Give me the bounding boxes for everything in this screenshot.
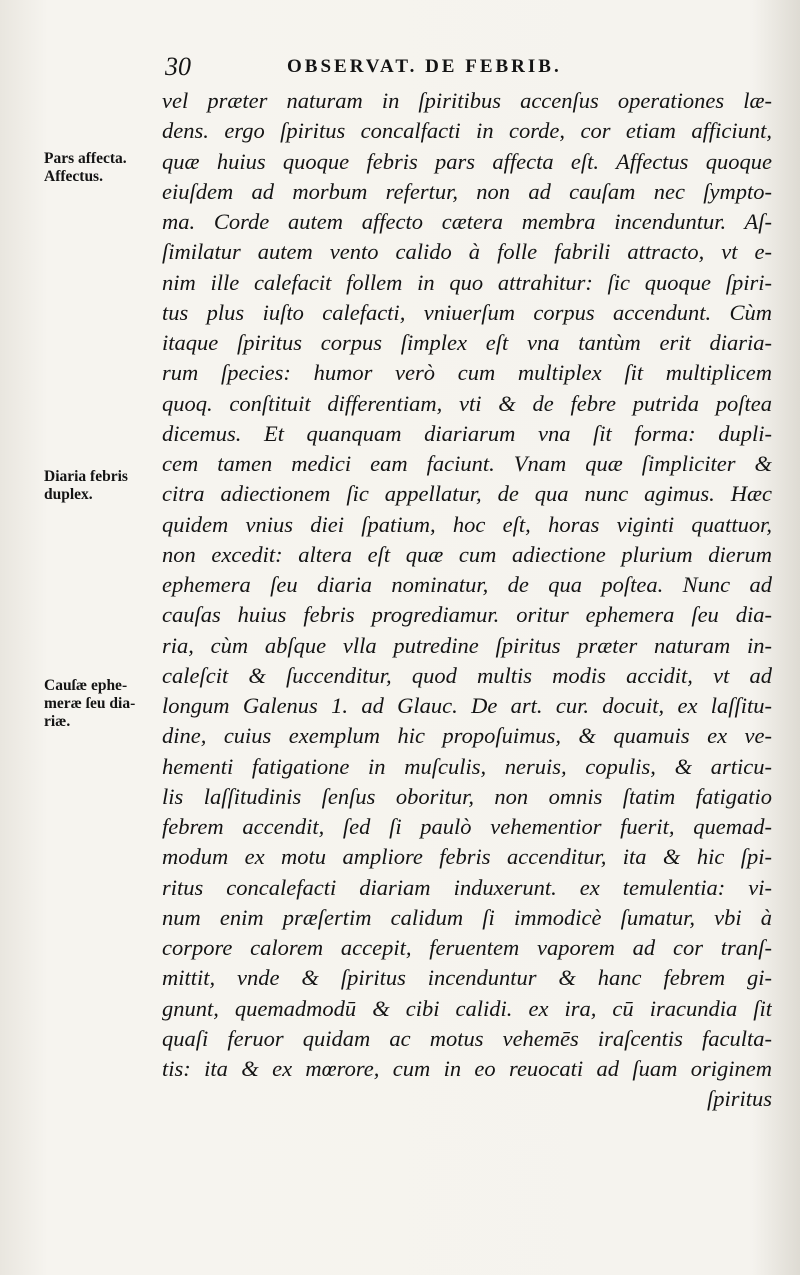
text-line: corpore calorem accepit, feruentem vaporem ad cor tranſ- [162,935,772,960]
text-line: modum ex motu ampliore febris accenditur, ita & hic ſpi- [162,844,772,870]
marginal-note-line: Affectus. [44,168,103,185]
running-title: OBSERVAT. DE FEBRIB. [287,56,562,77]
text-line: dine, cuius exemplum hic propoſuimus, & quamuis ex ve- [162,723,772,749]
page-header [165,52,725,86]
marginal-note-line: riæ. [44,713,71,730]
marginal-note-line: duplex. [44,486,93,503]
text-line: cem tamen medici eam faciunt. Vnam quæ ſimpliciter & [162,451,772,476]
text-line: mittit, vnde & ſpiritus incenduntur & hanc febrem gi- [162,965,772,991]
text-line: ria, cùm abſque vlla putredine ſpiritus præter naturam in- [162,632,772,658]
text-line: cauſas huius febris progrediamur. oritur ephemera ſeu dia- [162,602,772,628]
text-line: num enim præſertim calidum ſi immodicè ſumatur, vbi à [162,904,772,930]
marginal-note-line: Pars affecta. [44,150,127,167]
text-line: longum Galenus 1. ad Glauc. De art. cur. docuit, ex laſſitu- [162,693,772,718]
text-line: ſimilatur autem vento calido à folle fabrili attracto, vt e- [162,239,772,265]
text-line: citra adiectionem ſic appellatur, de qua nunc agimus. Hæc [162,481,772,507]
marginal-note-diaria-febris [44,468,156,504]
text-line: tis: ita & ex mœrore, cum in eo reuocati ad ſuam originem [162,1056,772,1081]
marginal-note-line: meræ ſeu dia- [44,695,136,712]
text-line: gnunt, quemadmodū & cibi calidi. ex ira, cū iracundia ſit [162,995,772,1021]
marginal-note-pars-affecta [44,150,156,186]
text-line: itaque ſpiritus corpus ſimplex eſt vna tantùm erit diaria- [162,330,772,355]
text-line: ritus concalefacti diariam induxerunt. ex temulentia: vi- [162,874,772,900]
text-line: lis laſſitudinis ſenſus oboritur, non omnis ſtatim fatigatio [162,783,772,809]
marginal-note-line: Cauſæ ephe- [44,677,128,694]
main-text-block [162,86,772,1115]
text-line: vel præter naturam in ſpiritibus accenſus operationes læ- [162,88,772,113]
text-line: eiuſdem ad morbum refertur, non ad cauſam nec ſympto- [162,178,772,204]
text-line: dicemus. Et quanquam diariarum vna ſit forma: dupli- [162,420,772,446]
catchword: ſpiritus [706,1086,772,1112]
text-line: dens. ergo ſpiritus concalfacti in corde, cor etiam afficiunt, [162,118,772,144]
text-line: nim ille calefacit follem in quo attrahitur: ſic quoque ſpiri- [162,269,772,295]
text-line: quidem vnius diei ſpatium, hoc eſt, horas viginti quattuor, [162,511,772,537]
marginal-note-line: Diaria febris [44,468,128,485]
text-line: ephemera ſeu diaria nominatur, de qua poſtea. Nunc ad [162,572,772,597]
text-line: quæ huius quoque febris pars affecta eſt. Affectus quoque [162,148,772,174]
text-line: febrem accendit, ſed ſi paulò vehementior fuerit, quemad- [162,814,772,839]
text-line: non excedit: altera eſt quæ cum adiectione plurium dierum [162,541,772,567]
text-line: rum ſpecies: humor verò cum multiplex ſit multiplicem [162,360,772,386]
text-line: tus plus iuſto calefacti, vniuerſum corpus accendunt. Cùm [162,299,772,325]
text-line: quoq. conſtituit differentiam, vti & de febre putrida poſtea [162,390,772,416]
text-line: ma. Corde autem affecto cætera membra incenduntur. Aſ- [162,209,772,234]
page-number: 30 [165,52,191,81]
text-line: quaſi feruor quidam ac motus vehemēs iraſcentis faculta- [162,1025,772,1051]
text-line: caleſcit & ſuccenditur, quod multis modis accidit, vt ad [162,662,772,688]
text-line: hementi fatigatione in muſculis, neruis, copulis, & articu- [162,753,772,779]
marginal-note-causae [44,677,156,731]
